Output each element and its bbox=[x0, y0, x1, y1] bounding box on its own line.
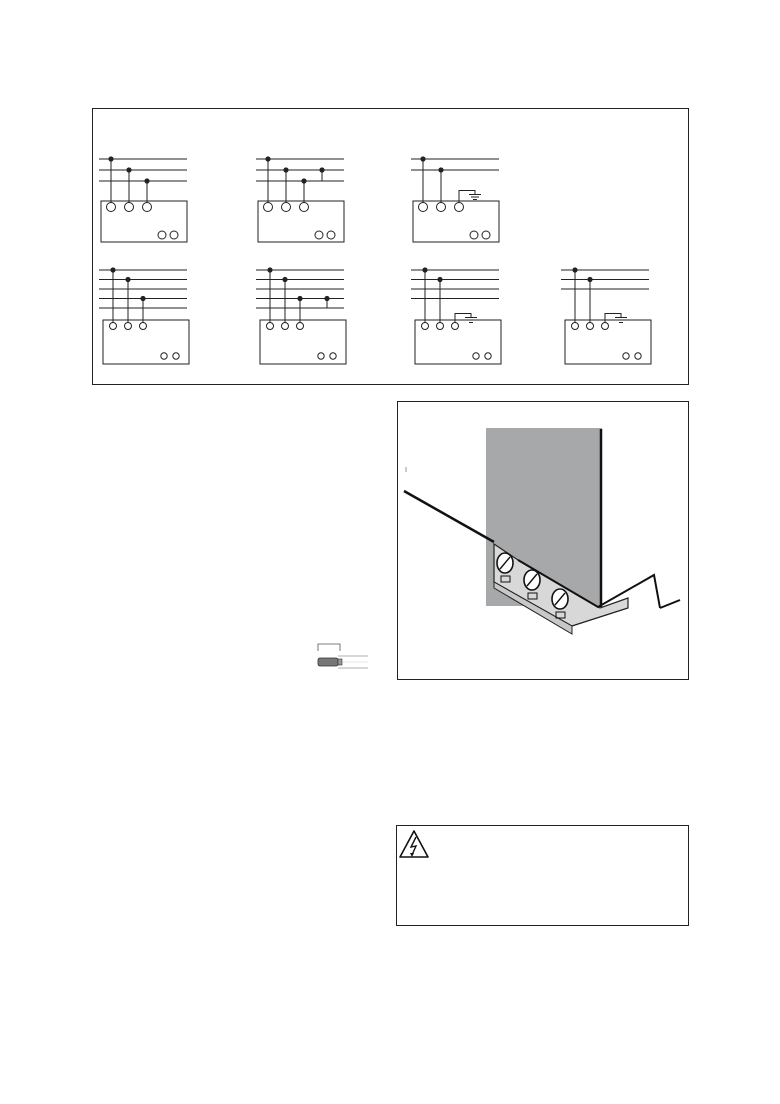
terminal bbox=[572, 323, 579, 330]
aux-terminal bbox=[158, 231, 166, 239]
junction-dot bbox=[297, 296, 302, 301]
aux-terminal bbox=[482, 231, 490, 239]
terminal bbox=[267, 323, 274, 330]
cabinet-terminal-illustration bbox=[397, 401, 689, 680]
aux-terminal bbox=[173, 353, 179, 359]
wiring-diagrams-svg bbox=[93, 109, 690, 386]
electric-hazard-warning-icon bbox=[397, 826, 457, 866]
junction-dot bbox=[572, 267, 577, 272]
terminal bbox=[282, 203, 291, 212]
cable-lug-icon bbox=[314, 642, 374, 672]
aux-terminal bbox=[161, 353, 167, 359]
terminal bbox=[422, 323, 429, 330]
terminal bbox=[455, 203, 464, 212]
junction-dot bbox=[422, 267, 427, 272]
wiring-diagram-1-2 bbox=[256, 156, 344, 242]
terminal bbox=[107, 203, 116, 212]
wiring-diagram-2-2 bbox=[256, 267, 346, 364]
terminal bbox=[300, 203, 309, 212]
terminal bbox=[297, 323, 304, 330]
terminal bbox=[110, 323, 117, 330]
junction-dot bbox=[420, 156, 425, 161]
terminal bbox=[140, 323, 147, 330]
terminal bbox=[143, 203, 152, 212]
aux-terminal bbox=[473, 353, 479, 359]
aux-terminal bbox=[315, 231, 323, 239]
junction-dot bbox=[108, 156, 113, 161]
wiring-diagram-2-3 bbox=[411, 267, 501, 364]
aux-terminal bbox=[327, 231, 335, 239]
junction-dot bbox=[110, 267, 115, 272]
cabinet-svg bbox=[398, 402, 690, 681]
junction-dot bbox=[144, 178, 149, 183]
terminal bbox=[452, 323, 459, 330]
junction-dot bbox=[587, 277, 592, 282]
terminal bbox=[264, 203, 273, 212]
bridge-conductor bbox=[300, 299, 327, 309]
terminal bbox=[125, 323, 132, 330]
terminal bbox=[282, 323, 289, 330]
aux-terminal bbox=[318, 353, 324, 359]
terminal bbox=[602, 323, 609, 330]
aux-terminal bbox=[485, 353, 491, 359]
bridge-conductor bbox=[304, 170, 322, 181]
junction-dot bbox=[126, 167, 131, 172]
junction-dot bbox=[319, 167, 324, 172]
wiring-diagram-1-1 bbox=[99, 156, 187, 242]
terminal bbox=[587, 323, 594, 330]
terminal bbox=[437, 203, 446, 212]
terminal bbox=[419, 203, 428, 212]
terminal bbox=[437, 323, 444, 330]
junction-dot bbox=[267, 267, 272, 272]
junction-dot bbox=[283, 167, 288, 172]
junction-dot bbox=[324, 296, 329, 301]
wiring-diagrams-panel bbox=[92, 108, 689, 385]
junction-dot bbox=[437, 277, 442, 282]
junction-dot bbox=[125, 277, 130, 282]
wiring-diagram-1-3 bbox=[411, 156, 499, 242]
aux-terminal bbox=[623, 353, 629, 359]
wiring-diagram-2-1 bbox=[99, 267, 189, 364]
aux-terminal bbox=[170, 231, 178, 239]
junction-dot bbox=[265, 156, 270, 161]
aux-terminal bbox=[330, 353, 336, 359]
junction-dot bbox=[140, 296, 145, 301]
aux-terminal bbox=[470, 231, 478, 239]
junction-dot bbox=[438, 167, 443, 172]
terminal bbox=[125, 203, 134, 212]
wiring-diagram-2-4 bbox=[561, 267, 651, 364]
junction-dot bbox=[282, 277, 287, 282]
aux-terminal bbox=[635, 353, 641, 359]
warning-box bbox=[396, 825, 689, 926]
